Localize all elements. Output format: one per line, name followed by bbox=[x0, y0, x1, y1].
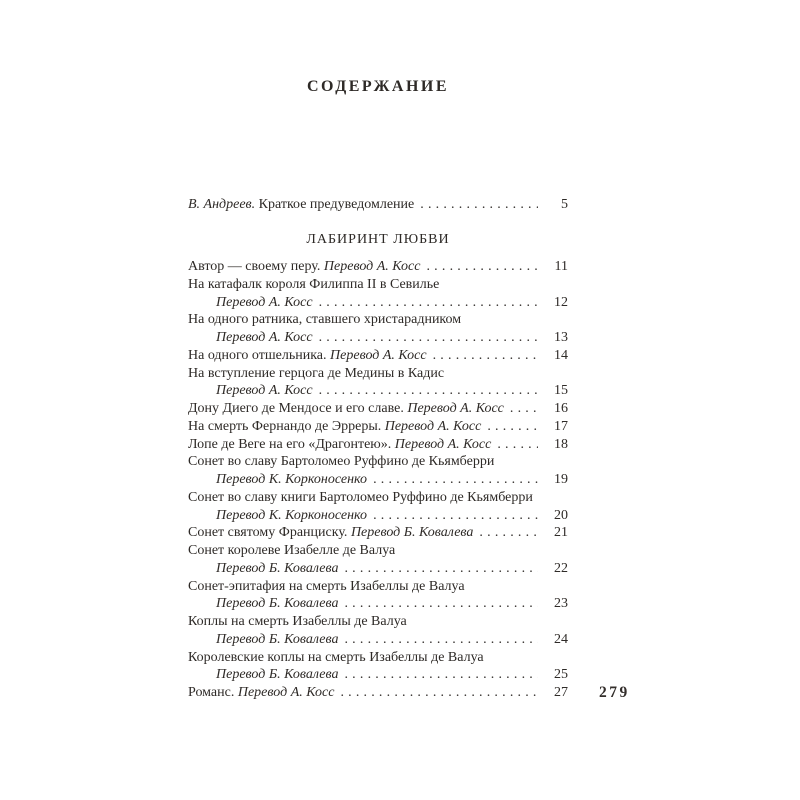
dot-leader bbox=[344, 666, 538, 684]
toc-line bbox=[188, 542, 568, 560]
toc-page-number: 16 bbox=[554, 401, 568, 416]
translator-credit: В. Андреев. bbox=[188, 197, 259, 212]
entry-title: Сонет святому Франциску. bbox=[188, 525, 351, 541]
dot-leader bbox=[344, 595, 538, 613]
toc-line bbox=[188, 347, 568, 365]
toc-page-number: 18 bbox=[554, 436, 568, 452]
toc-line bbox=[188, 365, 568, 383]
toc-line-text bbox=[188, 684, 334, 702]
toc-page-number: 13 bbox=[554, 330, 568, 345]
toc-line-text bbox=[188, 560, 338, 578]
dot-leader bbox=[319, 382, 538, 400]
translator-credit: Перевод А. Косс bbox=[237, 685, 335, 700]
toc-line bbox=[188, 436, 568, 454]
toc-line-text bbox=[188, 258, 420, 276]
toc-line-text bbox=[188, 400, 504, 418]
translator-credit: Перевод Б. Ковалева bbox=[216, 560, 339, 576]
toc-page-number: 25 bbox=[554, 667, 568, 683]
dot-leader bbox=[510, 400, 538, 418]
dot-leader bbox=[344, 631, 538, 649]
dot-leader bbox=[373, 471, 538, 489]
toc-line bbox=[188, 471, 568, 489]
toc-line bbox=[188, 524, 568, 542]
translator-credit: Перевод А. Косс bbox=[323, 259, 421, 274]
entry-title: На одного ратника, ставшего христарадником bbox=[188, 312, 462, 328]
toc-line-text bbox=[188, 578, 465, 596]
toc-line bbox=[188, 382, 568, 400]
entry-title: На катафалк короля Филиппа II в Севилье bbox=[188, 276, 440, 292]
toc-page-number: 24 bbox=[554, 631, 568, 647]
toc-page-number: 11 bbox=[554, 259, 568, 274]
dot-leader bbox=[479, 524, 538, 542]
toc-line bbox=[188, 276, 568, 294]
dot-leader bbox=[319, 329, 538, 347]
toc-page-number: 14 bbox=[554, 347, 568, 363]
toc-line-text bbox=[188, 436, 491, 454]
dot-leader bbox=[426, 258, 538, 276]
toc-page-number: 15 bbox=[554, 383, 568, 399]
toc-line bbox=[188, 453, 568, 471]
contents-title: СОДЕРЖАНИЕ bbox=[306, 78, 450, 95]
toc-line bbox=[188, 418, 568, 436]
translator-credit: Перевод А. Косс bbox=[407, 401, 504, 416]
toc-line-text bbox=[188, 507, 367, 525]
toc-line-text bbox=[188, 365, 444, 383]
entry-title: Сонет во славу Бартоломео Руффино де Кьямберри bbox=[188, 454, 495, 470]
toc-intro bbox=[188, 196, 568, 214]
toc-line-text bbox=[188, 453, 494, 471]
toc-line-text bbox=[188, 649, 484, 667]
toc-line-text bbox=[188, 276, 439, 294]
entry-title: На вступление герцога де Медины в Кадис bbox=[188, 365, 445, 381]
dot-leader bbox=[373, 507, 538, 525]
translator-credit: Перевод А. Косс bbox=[216, 330, 313, 345]
dot-leader bbox=[433, 347, 538, 365]
translator-credit: Перевод К. Корконосенко bbox=[216, 507, 368, 523]
toc-line-text bbox=[188, 347, 427, 365]
toc-line bbox=[188, 400, 568, 418]
toc-entries bbox=[188, 258, 568, 702]
toc-page-number: 17 bbox=[554, 418, 568, 434]
entry-title: Сонет королеве Изабелле де Валуа bbox=[188, 543, 396, 558]
toc-line bbox=[188, 507, 568, 525]
toc-line-text bbox=[188, 631, 338, 649]
toc-line bbox=[188, 613, 568, 631]
entry-title: На смерть Фернандо де Эрреры. bbox=[188, 418, 385, 434]
translator-credit: Перевод Б. Ковалева bbox=[216, 667, 339, 683]
dot-leader bbox=[420, 196, 538, 214]
toc-line-text bbox=[188, 418, 481, 436]
entry-title: Сонет-эпитафия на смерть Изабеллы де Валуа bbox=[188, 578, 465, 594]
entry-title: На одного отшельника. bbox=[188, 347, 331, 363]
translator-credit: Перевод А. Косс bbox=[216, 383, 313, 399]
translator-credit: Перевод А. Косс bbox=[394, 436, 492, 452]
translator-credit: Перевод А. Косс bbox=[384, 418, 482, 434]
entry-title: Королевские коплы на смерть Изабеллы де Валуа bbox=[188, 649, 484, 665]
page-number-folio: 279 bbox=[599, 684, 630, 701]
toc-page-number: 5 bbox=[561, 197, 568, 212]
toc-page-number: 22 bbox=[554, 560, 568, 576]
toc-line-text bbox=[188, 311, 461, 329]
toc-page-number: 19 bbox=[554, 472, 568, 487]
dot-leader bbox=[340, 684, 538, 702]
toc-line-text bbox=[188, 196, 414, 214]
toc-line-text bbox=[188, 595, 338, 613]
toc-line-text bbox=[188, 542, 395, 560]
entry-title: Сонет во славу книги Бартоломео Руффино де Кьямберри bbox=[188, 489, 533, 505]
entry-title: Краткое предуведомление bbox=[258, 197, 415, 212]
entry-title: Романс. bbox=[188, 685, 238, 700]
entry-title: Автор — своему перу. bbox=[188, 259, 324, 274]
translator-credit: Перевод Б. Ковалева bbox=[216, 631, 339, 647]
translator-credit: Перевод Б. Ковалева bbox=[216, 596, 339, 612]
toc-line-text bbox=[188, 382, 313, 400]
toc-line-text bbox=[188, 329, 313, 347]
toc-line bbox=[188, 311, 568, 329]
toc-line bbox=[188, 649, 568, 667]
toc-page-number: 21 bbox=[554, 525, 568, 541]
toc-line bbox=[188, 631, 568, 649]
toc-page-number: 12 bbox=[554, 294, 568, 310]
entry-title: Лопе де Веге на его «Драгонтею». bbox=[188, 436, 395, 452]
dot-leader bbox=[497, 436, 538, 454]
toc-line bbox=[188, 595, 568, 613]
toc-line-text bbox=[188, 489, 533, 507]
section-title: ЛАБИРИНТ ЛЮБВИ bbox=[306, 232, 450, 247]
translator-credit: Перевод Б. Ковалева bbox=[350, 525, 474, 541]
toc-intro-line bbox=[188, 196, 568, 214]
toc-line-text bbox=[188, 294, 313, 312]
dot-leader bbox=[319, 294, 538, 312]
toc-line bbox=[188, 560, 568, 578]
translator-credit: Перевод А. Косс bbox=[216, 294, 313, 310]
toc-line bbox=[188, 294, 568, 312]
toc-line bbox=[188, 489, 568, 507]
toc-line bbox=[188, 578, 568, 596]
dot-leader bbox=[344, 560, 538, 578]
toc-page-number: 23 bbox=[554, 596, 568, 612]
toc-page-number: 27 bbox=[554, 685, 568, 700]
dot-leader bbox=[487, 418, 538, 436]
toc-line bbox=[188, 684, 568, 702]
toc-line-text bbox=[188, 471, 367, 489]
toc-line-text bbox=[188, 666, 338, 684]
toc-line bbox=[188, 329, 568, 347]
toc-line-text bbox=[188, 524, 473, 542]
toc-line-text bbox=[188, 613, 407, 631]
toc-page-number: 20 bbox=[554, 507, 568, 523]
toc-line bbox=[188, 666, 568, 684]
translator-credit: Перевод А. Косс bbox=[330, 347, 427, 363]
translator-credit: Перевод К. Корконосенко bbox=[216, 472, 368, 487]
entry-title: Коплы на смерть Изабеллы де Валуа bbox=[188, 614, 407, 629]
entry-title: Дону Диего де Мендосе и его славе. bbox=[188, 401, 408, 416]
toc-line bbox=[188, 258, 568, 276]
